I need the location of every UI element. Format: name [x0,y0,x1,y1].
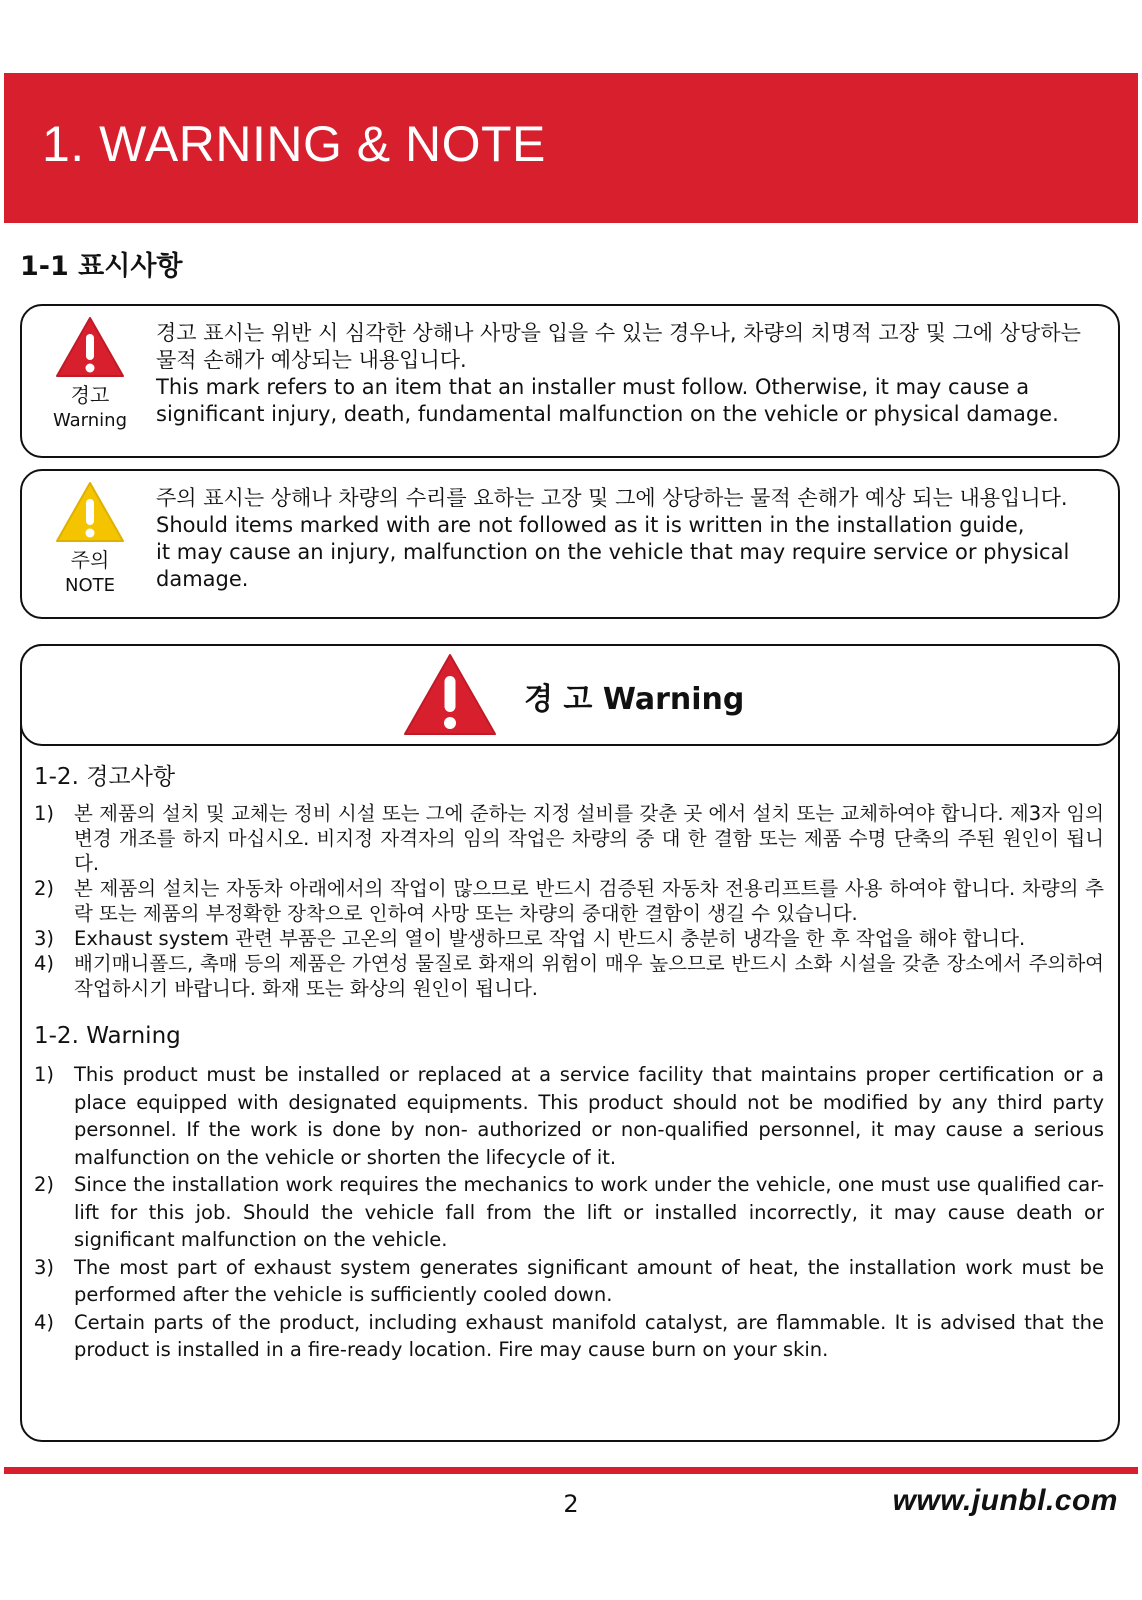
item-text: Since the installation work requires the mechanics to work under the vehicle, one must use qualified car-lift for this job. Should the vehicle fall from the lift or installed incorrectly, it may cause death or significant malfunction on the vehicle. [74,1173,1104,1251]
list-item [34,1171,1104,1254]
item-text: This product must be installed or replaced at a service facility that maintains proper certification or a place equipped with designated equipments. This product should not be modified by any third party personnel. If the work is done by non- authorized or non-qualified personnel, it may cause a serious malfunction on the vehicle or shorten the lifecycle of it. [74,1063,1104,1169]
note-label-en: NOTE [64,575,115,596]
warning-box-title: 경 고 Warning [524,682,745,717]
note-notice-text [156,485,1098,593]
item-text: 본 제품의 설치 및 교체는 정비 시설 또는 그에 준하는 지정 설비를 갖춘 곳 에서 설치 또는 교체하여야 합니다. 제3자 임의변경 개조를 하지 마십시오. 비지정 자격자의 임의 작업은 차량의 중 대 한 결함 또는 제품 수명 단축의 주된 원인이 됩니다. [74,802,1104,875]
note-text-en-1: Should items marked with are not followed as it is written in the installation guide, [156,513,1025,537]
note-text-kr: 주의 표시는 상해나 차량의 수리를 요하는 고장 및 그에 상당하는 물적 손해가 예상 되는 내용입니다. [156,486,1068,510]
warning-content-box [20,644,1120,1442]
page-title: 1. WARNING & NOTE [42,116,546,172]
list-item [34,1061,1104,1171]
section-title: 1-1 표시사항 [20,251,183,282]
warning-large-icon [402,652,498,738]
item-number: 3) [34,927,55,950]
website-link[interactable]: www.junbl.com [892,1484,1118,1517]
list-item [34,1254,1104,1309]
note-notice-box [20,469,1120,619]
item-number: 1) [34,1063,55,1086]
warning-kr-subtitle: 1-2. 경고사항 [34,764,176,790]
item-number: 4) [34,1310,55,1334]
warning-notice-text [156,320,1098,428]
note-label-kr: 주의 [70,548,110,572]
warning-box-body [34,758,1104,1364]
list-item [34,1309,1104,1364]
item-number: 2) [34,877,55,900]
item-text: 본 제품의 설치는 자동차 아래에서의 작업이 많으므로 반드시 검증된 자동차 전용리프트를 사용 하여야 합니다. 차량의 추락 또는 제품의 부정확한 장착으로 인하여 사망 또는 차량의 중대한 결함이 생길 수 있습니다. [74,877,1104,925]
warning-label-en: Warning [52,410,127,431]
warning-notice-box [20,304,1120,458]
caution-triangle-icon [55,481,125,543]
header-banner [4,73,1138,223]
warning-label-column [46,316,134,434]
warning-text-en: This mark refers to an item that an installer must follow. Otherwise, it may cause a significant injury, death, fundamental malfunction on the vehicle or physical damage. [156,375,1059,426]
warning-en-subtitle: 1-2. Warning [34,1023,181,1049]
note-text-en-2: it may cause an injury, malfunction on the vehicle that may require service or physical damage. [156,540,1070,591]
item-number: 1) [34,802,55,825]
item-text: Exhaust system 관련 부품은 고온의 열이 발생하므로 작업 시 반드시 충분히 냉각을 한 후 작업을 해야 합니다. [74,927,1026,950]
warning-label-kr: 경고 [70,383,110,407]
note-label-column [46,481,134,599]
warning-triangle-icon [55,316,125,378]
warning-text-kr: 경고 표시는 위반 시 심각한 상해나 사망을 입을 수 있는 경우나, 차량의 치명적 고장 및 그에 상당하는 물적 손해가 예상되는 내용입니다. [156,321,1081,372]
item-text: The most part of exhaust system generates significant amount of heat, the installation work must be performed after the vehicle is sufficiently cooled down. [74,1255,1104,1306]
list-item [34,951,1104,1001]
warning-box-header [20,644,1120,746]
item-text: Certain parts of the product, including exhaust manifold catalyst, are flammable. It is advised that the product is installed in a fire-ready location. Fire may cause burn on your skin. [74,1310,1104,1361]
item-text: 배기매니폴드, 촉매 등의 제품은 가연성 물질로 화재의 위험이 매우 높으므로 반드시 소화 시설을 갖춘 장소에서 주의하여 작업하시기 바랍니다. 화재 또는 화상의 원인이 됩니다. [74,952,1104,1000]
page-number: 2 [563,1490,579,1518]
list-item [34,876,1104,926]
item-number: 3) [34,1255,55,1279]
footer-divider [4,1467,1138,1474]
list-item [34,926,1104,951]
warning-kr-list [34,801,1104,1001]
warning-en-list [34,1061,1104,1364]
list-item [34,801,1104,876]
item-number: 4) [34,952,55,975]
item-number: 2) [34,1173,55,1196]
